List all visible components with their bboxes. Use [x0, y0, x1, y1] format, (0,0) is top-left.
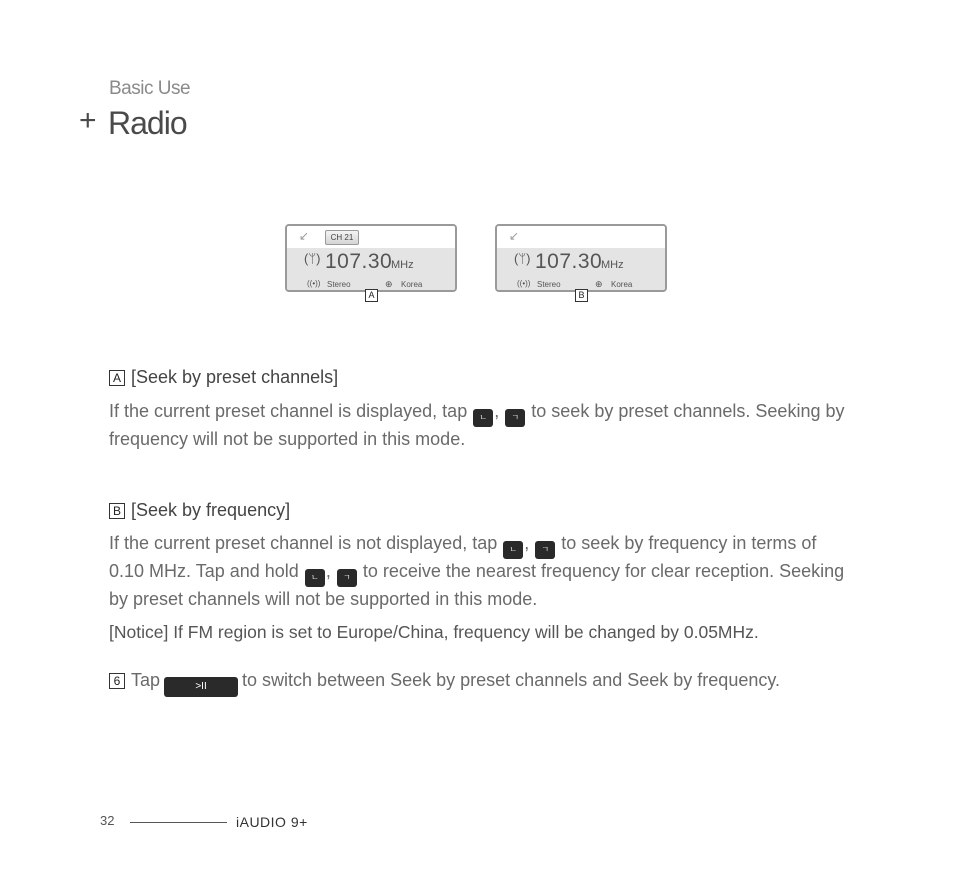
section-b-heading — [109, 500, 290, 521]
preset-channel-badge: CH 21 — [325, 230, 359, 245]
section-b-label: B — [109, 503, 125, 519]
back-arrow-icon: ↙ — [299, 229, 310, 243]
antenna-icon: (ᛘ) — [304, 251, 321, 266]
marker-a: A — [365, 289, 378, 302]
separator: , — [325, 561, 331, 581]
step-6-label: 6 — [109, 673, 125, 689]
section-a-text: to seek by preset channels. Seeking by frequency will not be supported in this mode. — [109, 401, 845, 449]
stereo-icon: ((•)) — [307, 279, 321, 288]
step-6 — [109, 668, 869, 697]
section-b-paragraph — [109, 531, 849, 612]
section-b-text: to seek by frequency in terms of 0.10 MHz. Tap and hold — [109, 533, 817, 581]
play-pause-key-icon: >II — [164, 677, 238, 697]
page-number: 32 — [100, 813, 115, 828]
frequency-unit: MHz — [601, 259, 624, 271]
frequency-unit: MHz — [391, 259, 414, 271]
prev-key-icon: ㄴ — [503, 541, 523, 559]
frequency-readout: 107.30 — [325, 250, 393, 273]
prev-key-icon: ㄴ — [305, 569, 325, 587]
region-label: Korea — [401, 280, 423, 289]
section-a-label: A — [109, 370, 125, 386]
back-arrow-icon: ↙ — [509, 229, 520, 243]
step-6-text: to switch between Seek by preset channels and Seek by frequency. — [242, 670, 781, 690]
radio-screen-preset — [285, 224, 457, 292]
stereo-label: Stereo — [537, 280, 561, 289]
globe-icon: ⊕ — [385, 279, 393, 289]
separator: , — [494, 401, 500, 421]
separator: , — [524, 533, 530, 553]
section-a-heading — [109, 367, 338, 388]
notice-text: [Notice] If FM region is set to Europe/China, frequency will be changed by 0.05MHz. — [109, 622, 759, 642]
plus-icon: + — [79, 104, 97, 137]
screen-topbar — [497, 226, 665, 248]
stereo-icon: ((•)) — [517, 279, 531, 288]
section-a-paragraph — [109, 399, 849, 452]
radio-screen-frequency — [495, 224, 667, 292]
footer-divider — [130, 822, 227, 823]
brand-name: iAUDIO 9+ — [236, 814, 308, 830]
step-6-text: Tap — [131, 670, 161, 690]
antenna-icon: (ᛘ) — [514, 251, 531, 266]
frequency-readout: 107.30 — [535, 250, 603, 273]
globe-icon: ⊕ — [595, 279, 603, 289]
screen-topbar — [287, 226, 455, 248]
next-key-icon: ㄱ — [337, 569, 357, 587]
section-a-text: If the current preset channel is displayed, tap — [109, 401, 468, 421]
prev-key-icon: ㄴ — [473, 409, 493, 427]
region-label: Korea — [611, 280, 633, 289]
section-b-text: to receive the nearest frequency for clear reception. Seeking by preset channels will not be supported in this mode. — [109, 561, 845, 609]
next-key-icon: ㄱ — [505, 409, 525, 427]
section-label: Basic Use — [109, 78, 191, 99]
page-title: Radio — [108, 105, 187, 141]
next-key-icon: ㄱ — [535, 541, 555, 559]
marker-b: B — [575, 289, 588, 302]
section-b-title: [Seek by frequency] — [131, 500, 291, 520]
section-b-text: If the current preset channel is not displayed, tap — [109, 533, 498, 553]
section-a-title: [Seek by preset channels] — [131, 367, 339, 387]
stereo-label: Stereo — [327, 280, 351, 289]
